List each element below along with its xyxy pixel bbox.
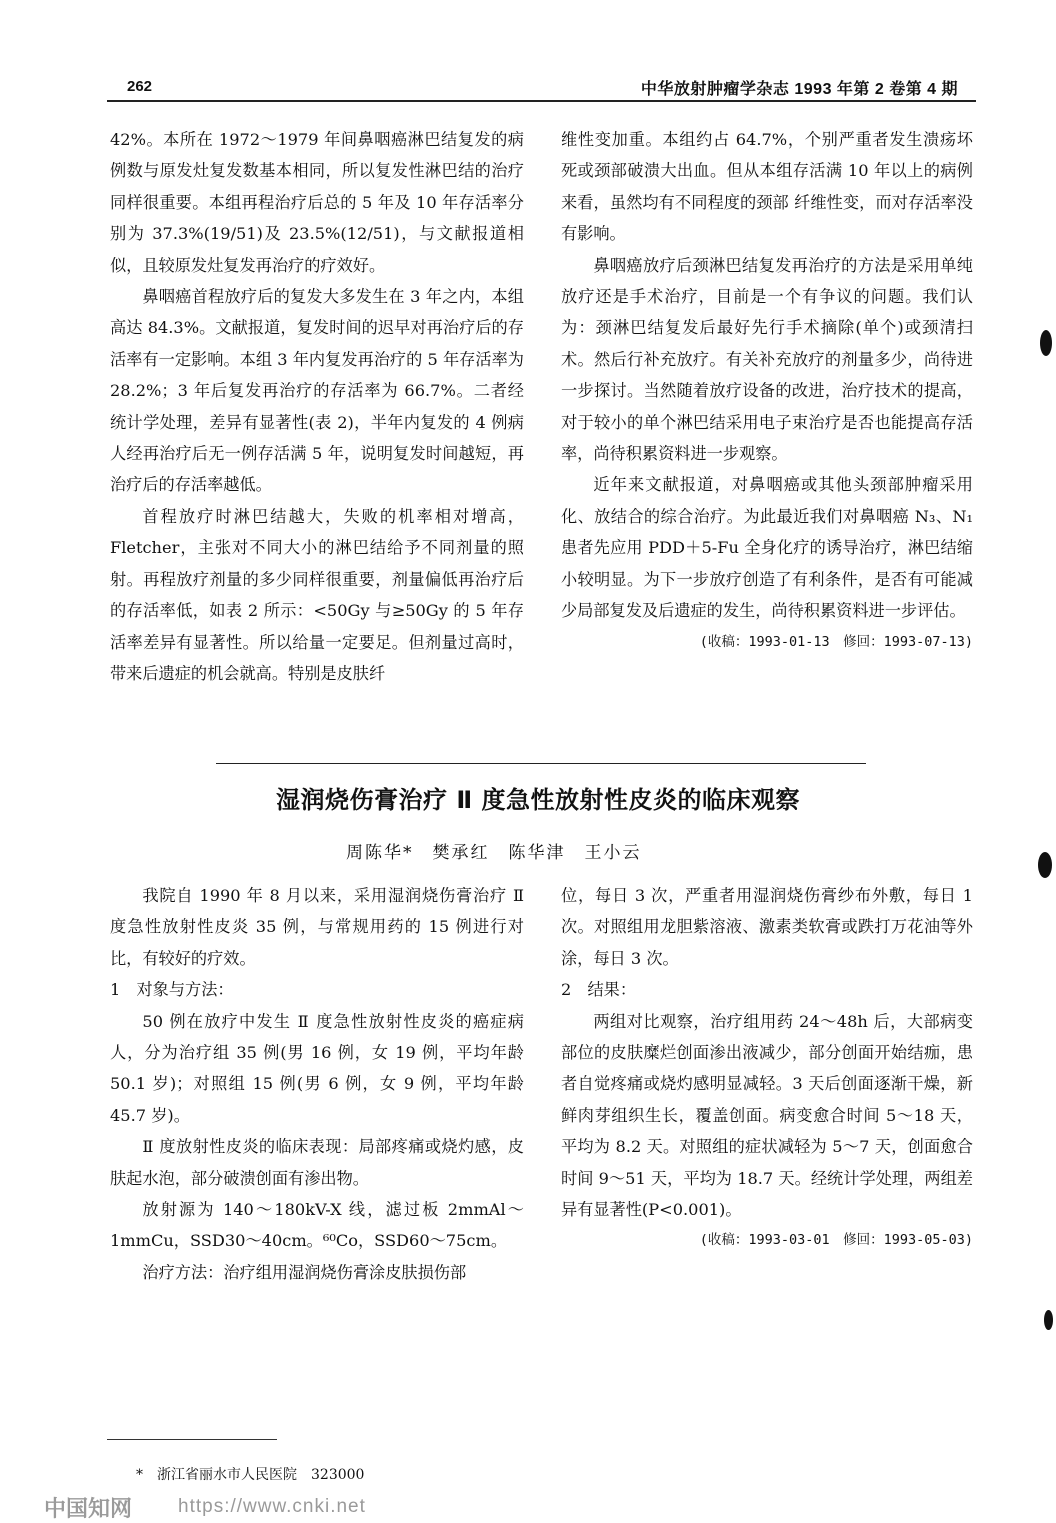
section-heading: 2 结果： (561, 980, 637, 1000)
paragraph: 位，每日 3 次，严重者用湿润烧伤膏纱布外敷，每日 1 次。对照组用龙胆紫溶液、激素类软膏或跌打万花油等外涂，每日 3 次。 (561, 886, 973, 968)
bottom-right-column (561, 880, 973, 1253)
paragraph: 放射源为 140～180kV-X 线，滤过板 2mmAl～1mmCu，SSD30～40cm。⁶⁰Co，SSD60～75cm。 (110, 1200, 524, 1251)
page-number: 262 (127, 78, 153, 95)
top-left-column (110, 124, 524, 689)
section-heading: 1 对象与方法： (110, 980, 234, 1000)
watermark-brand: 中国知网 (44, 1497, 133, 1522)
paragraph: 鼻咽癌放疗后颈淋巴结复发再治疗的方法是采用单纯放疗还是手术治疗，目前是一个有争议的问题。我们认为：颈淋巴结复发后最好先行手术摘除(单个)或颈清扫术。然后行补充放疗。有关补充放疗的剂量多少，尚待进一步探讨。当然随着放疗设备的改进，治疗技术的提高，对于较小的单个淋巴结采用电子束治疗是否也能提高存活率，尚待积累资料进一步观察。 (561, 255, 973, 464)
paragraph: 维性变加重。本组约占 64.7%，个别严重者发生溃疡坏死或颈部破溃大出血。但从本组存活满 10 年以上的病例来看，虽然均有不同程度的颈部 纤维性变，而对存活率没有影响。 (561, 130, 973, 244)
received-dates: (收稿：1993-01-13 修回：1993-07-13) (699, 633, 973, 650)
journal-header: 中华放射肿瘤学杂志 1993 年第 2 卷第 4 期 (640, 81, 958, 98)
paragraph: 我院自 1990 年 8 月以来，采用湿润烧伤膏治疗 Ⅱ 度急性放射性皮炎 35 例，与常规用药的 15 例进行对比，有较好的疗效。 (110, 886, 524, 968)
received-dates: (收稿：1993-03-01 修回：1993-05-03) (699, 1232, 973, 1249)
bottom-left-column (110, 880, 524, 1288)
paragraph: 50 例在放疗中发生 Ⅱ 度急性放射性皮炎的癌症病人，分为治疗组 35 例(男 16 例，女 19 例，平均年龄 50.1 岁)；对照组 15 例(男 6 例，女 9 例，平均年龄 45.7 岁)。 (110, 1011, 524, 1125)
scan-speck (1038, 852, 1052, 878)
paragraph: 鼻咽癌首程放疗后的复发大多发生在 3 年之内，本组高达 84.3%。文献报道，复发时间的迟早对再治疗后的存活率有一定影响。本组 3 年内复发再治疗的 5 年存活率为 28.2%；3 年后复发再治疗的存活率为 66.7%。二者经统计学处理，差异有显著性(表 2)，半年内复发的 4 例病人经再治疗后无一例存活满 5 年，说明复发时间越短，再治疗后的存活率越低。 (110, 287, 524, 495)
footnote-rule (107, 1439, 277, 1440)
title-rule (216, 763, 866, 764)
paragraph: 近年来文献报道，对鼻咽癌或其他头颈部肿瘤采用化、放结合的综合治疗。为此最近我们对鼻咽癌 N₃、N₁ 患者先应用 PDD＋5-Fu 全身化疗的诱导治疗，淋巴结缩小较明显。为下一步放疗创造了有利条件，是否有可能减少局部复发及后遗症的发生，尚待积累资料进一步评估。 (561, 475, 973, 621)
paragraph: 两组对比观察，治疗组用药 24～48h 后，大部病变部位的皮肤糜烂创面渗出液减少，部分创面开始结痂，患者自觉疼痛或烧灼感明显减轻。3 天后创面逐渐干燥，新鲜肉芽组织生长，覆盖创面。病变愈合时间 5～18 天，平均为 8.2 天。对照组的症状减轻为 5～7 天，创面愈合时间 9～51 天，平均为 18.7 天。经统计学处理，两组差异有显著性(P<0.001)。 (561, 1011, 973, 1220)
top-right-column (561, 124, 973, 655)
article-title: 湿润烧伤膏治疗 Ⅱ 度急性放射性皮炎的临床观察 (275, 786, 801, 814)
paragraph: 治疗方法：治疗组用湿润烧伤膏涂皮肤损伤部 (142, 1262, 467, 1282)
paragraph: 首程放疗时淋巴结越大，失败的机率相对增高，Fletcher，主张对不同大小的淋巴结给予不同剂量的照射。再程放疗剂量的多少同样很重要，剂量偏低再治疗后的存活率低，如表 2 所示：<50Gy 与≥50Gy 的 5 年存活率差异有显著性。所以给量一定要足。但剂量过高时，带来后遗症的机会就高。特别是皮肤纤 (110, 506, 524, 683)
scan-speck (1040, 330, 1052, 356)
paragraph: 42%。本所在 1972～1979 年间鼻咽癌淋巴结复发的病例数与原发灶复发数基本相同，所以复发性淋巴结的治疗同样很重要。本组再程治疗后总的 5 年及 10 年存活率分别为 37.3%(19/51)及 23.5%(12/51)，与文献报道相似，且较原发灶复发再治疗的疗效好。 (110, 130, 524, 275)
scan-speck (1044, 1310, 1053, 1330)
authors: 周陈华* 樊承红 陈华津 王小云 (346, 843, 642, 863)
header-rule (107, 100, 976, 102)
watermark-url[interactable]: https://www.cnki.net (178, 1496, 366, 1517)
footnote: * 浙江省丽水市人民医院 323000 (136, 1467, 365, 1483)
paragraph: Ⅱ 度放射性皮炎的临床表现：局部疼痛或烧灼感，皮肤起水泡，部分破溃创面有渗出物。 (110, 1137, 524, 1188)
